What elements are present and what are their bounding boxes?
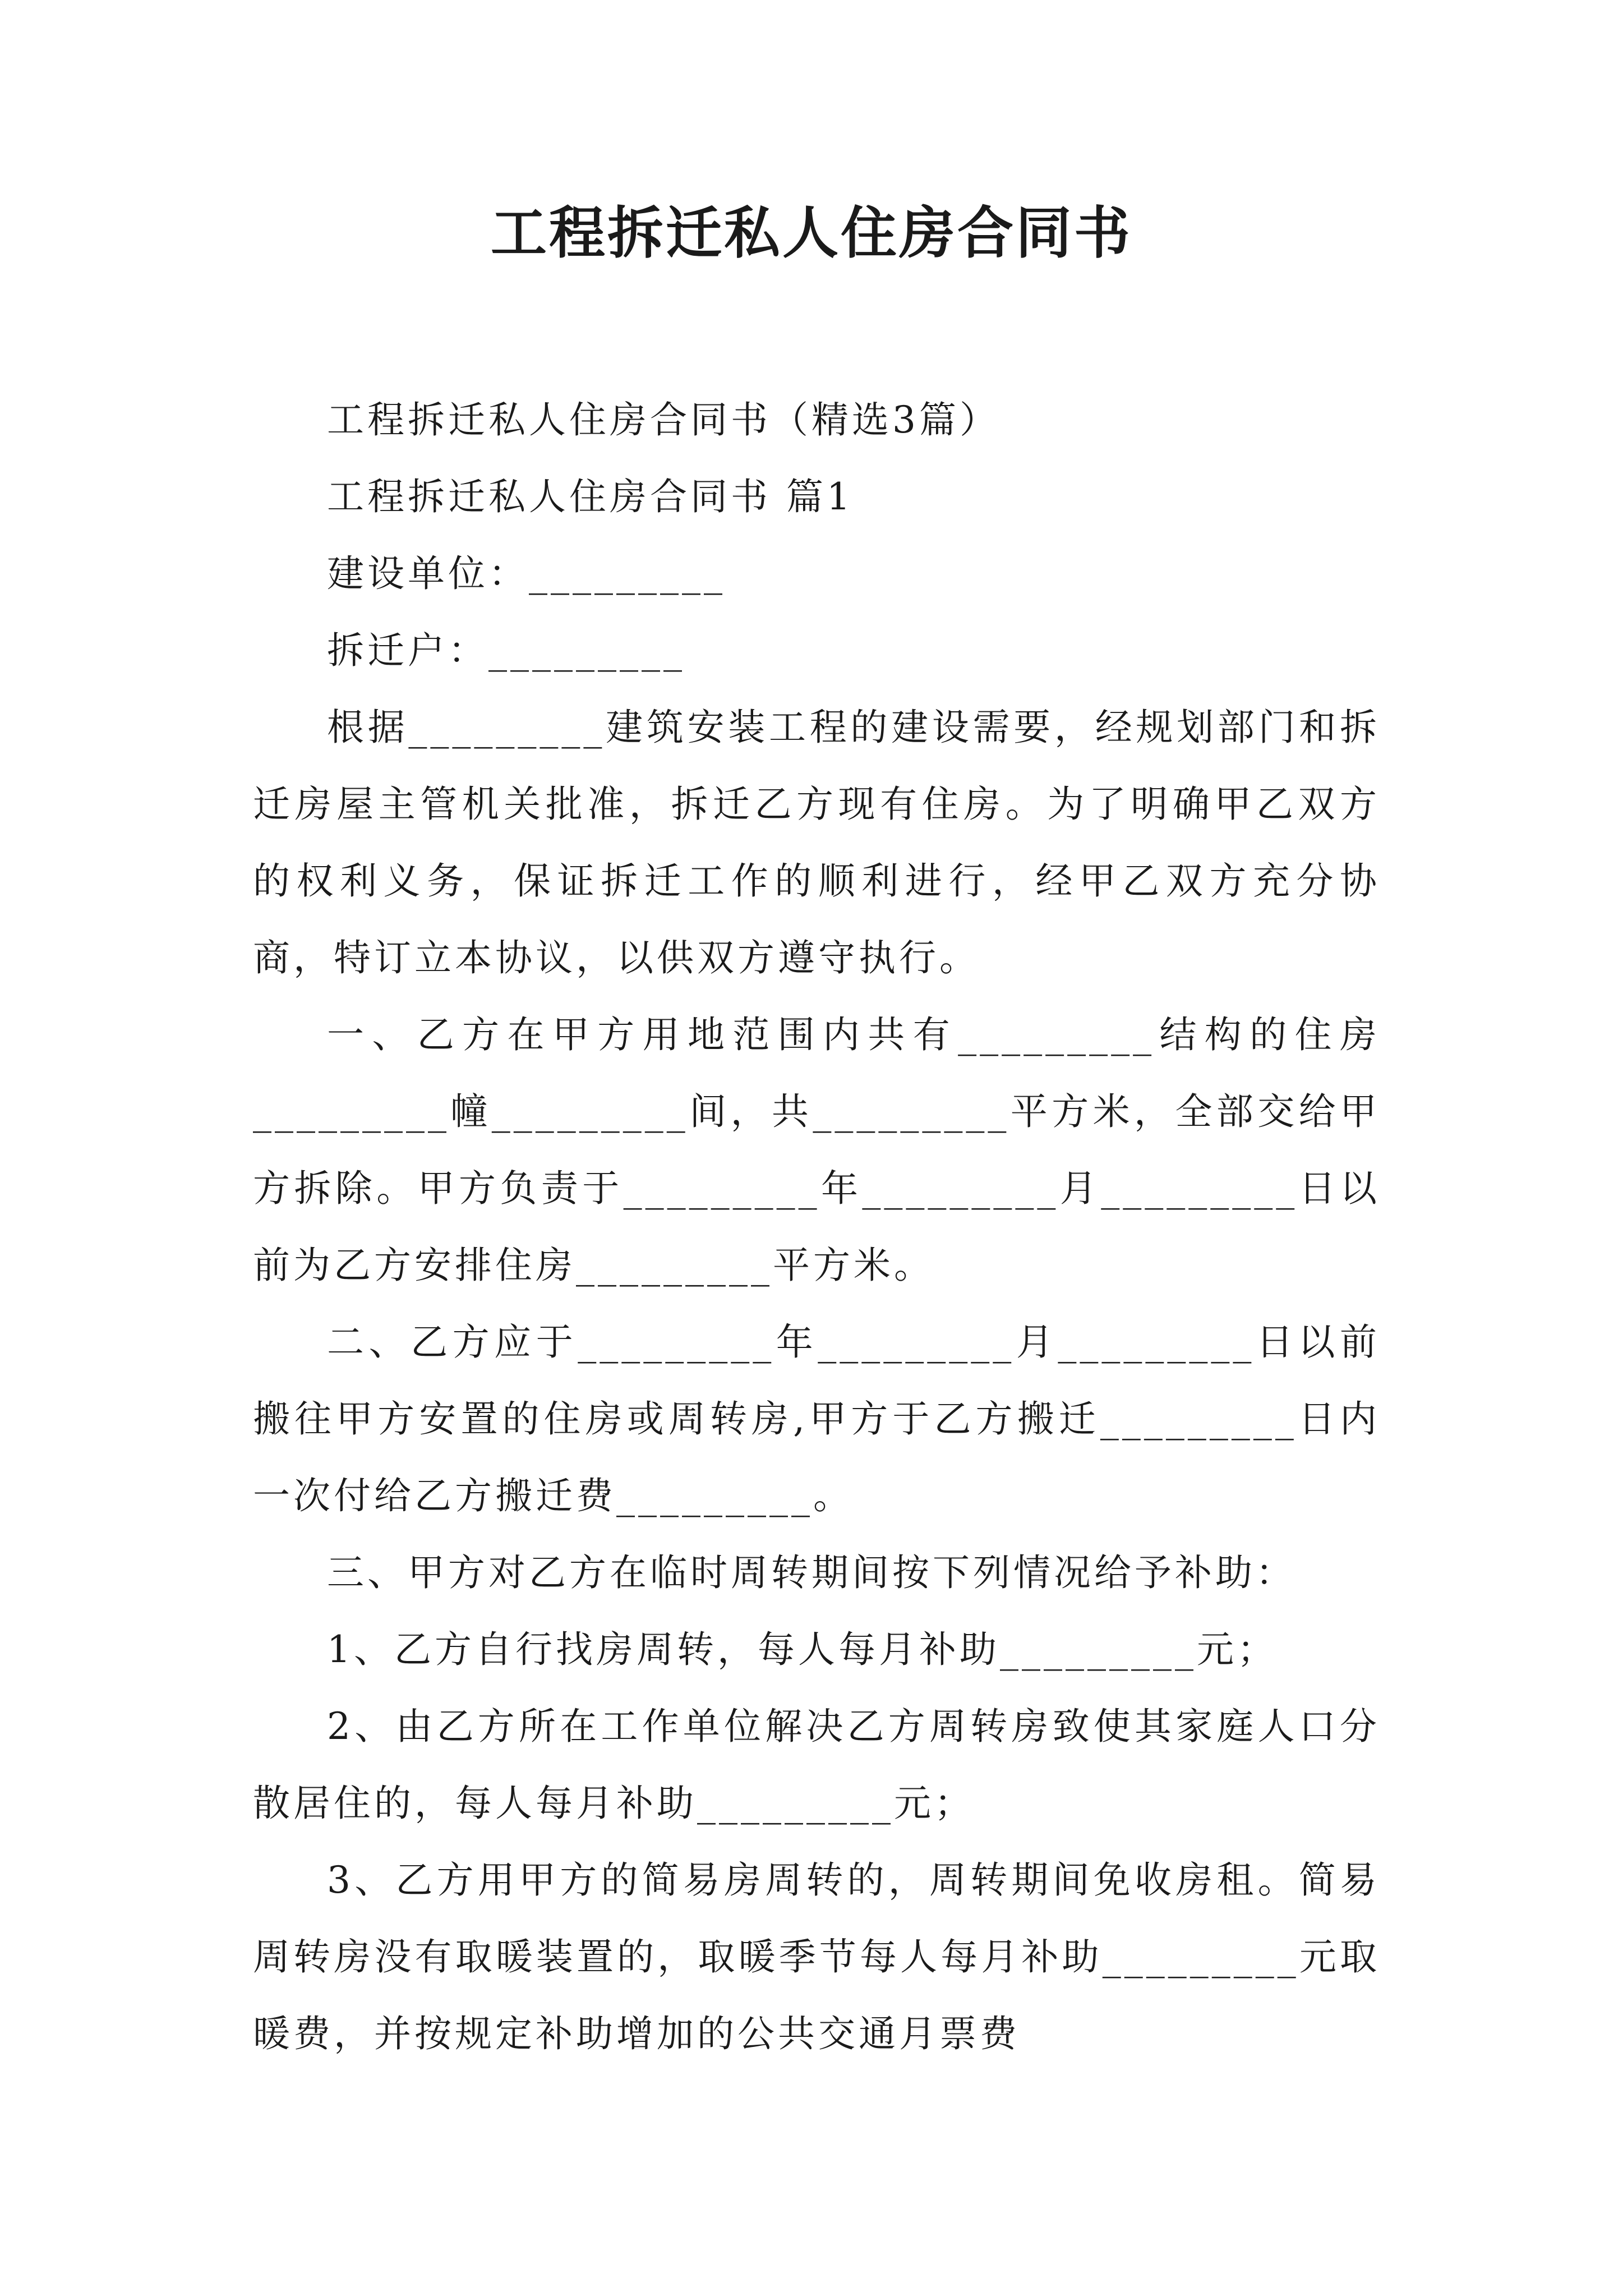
paragraph-section-heading: 工程拆迁私人住房合同书 篇1 [327,475,854,518]
paragraph-preamble: 根据_________建筑安装工程的建设需要，经规划部门和拆迁房屋主管机关批准，拆迁乙方现有住房。为了明确甲乙双方的权利义务，保证拆迁工作的顺利进行，经甲乙双方充分协商，特订立本协议，以供双方遵守执行。 [253,706,1380,979]
paragraph-clause-1: 一、乙方在甲方用地范围内共有_________结构的住房_________幢_________间，共_________平方米，全部交给甲方拆除。甲方负责于_________年_________月_________日以前为乙方安排住房_________平方米。 [253,1013,1380,1287]
document-body [253,381,1380,2072]
document-title: 工程拆迁私人住房合同书 [491,200,1132,266]
paragraph-relocated-household: 拆迁户：_________ [327,629,685,672]
paragraph-item-1: 1、乙方自行找房周转，每人每月补助_________元； [327,1628,1278,1671]
paragraph-item-3: 3、乙方用甲方的简易房周转的，周转期间免收房租。简易周转房没有取暖装置的，取暖季节每人每月补助_________元取暖费，并按规定补助增加的公共交通月票费 [253,1858,1380,2055]
paragraph-clause-3: 三、甲方对乙方在临时周转期间按下列情况给予补助： [327,1551,1296,1594]
paragraph-subtitle: 工程拆迁私人住房合同书（精选3篇） [327,398,1000,441]
paragraph-construction-unit: 建设单位：_________ [327,552,726,595]
paragraph-item-2: 2、由乙方所在工作单位解决乙方周转房致使其家庭人口分散居住的，每人每月补助_________元； [253,1705,1380,1825]
paragraph-clause-2: 二、乙方应于_________年_________月_________日以前搬往甲方安置的住房或周转房,甲方于乙方搬迁_________日内一次付给乙方搬迁费_________。 [253,1320,1380,1517]
